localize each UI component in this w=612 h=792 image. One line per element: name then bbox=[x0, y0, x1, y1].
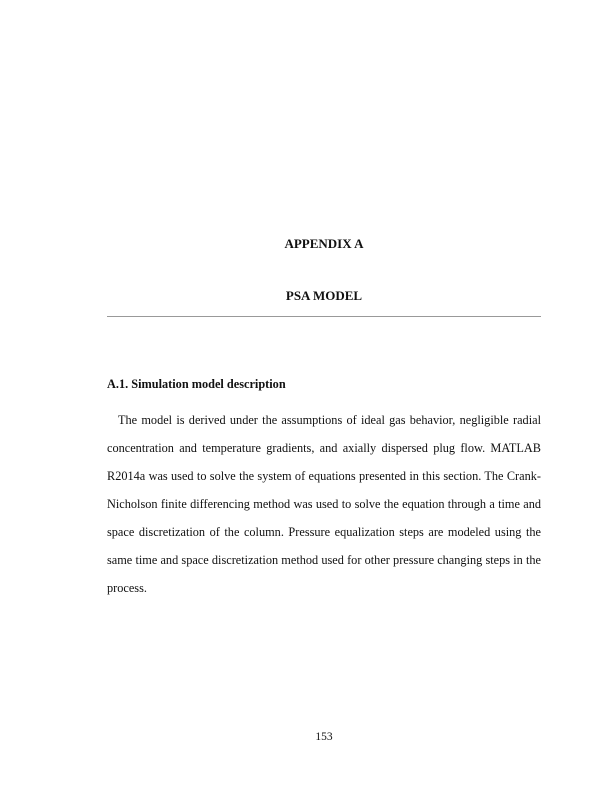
appendix-label: APPENDIX A bbox=[284, 236, 364, 251]
paragraph-line: process. bbox=[107, 581, 147, 595]
paragraph-line: concentration and temperature gradients, and axially dispersed plug flow. MATLAB bbox=[107, 441, 541, 455]
appendix-title: PSA MODEL bbox=[285, 288, 363, 303]
section-heading: A.1. Simulation model description bbox=[107, 377, 286, 391]
paragraph-line: same time and space discretization method used for other pressure changing steps in the bbox=[107, 553, 541, 567]
page-number: 153 bbox=[315, 731, 333, 743]
title-divider bbox=[107, 316, 541, 317]
paragraph-line: space discretization of the column. Pressure equalization steps are modeled using the bbox=[107, 525, 541, 539]
paragraph-line: R2014a was used to solve the system of equations presented in this section. The Crank- bbox=[107, 469, 541, 483]
paragraph-line: The model is derived under the assumptions of ideal gas behavior, negligible radial bbox=[118, 413, 541, 427]
paragraph-line: Nicholson finite differencing method was used to solve the equation through a time and bbox=[107, 497, 541, 511]
